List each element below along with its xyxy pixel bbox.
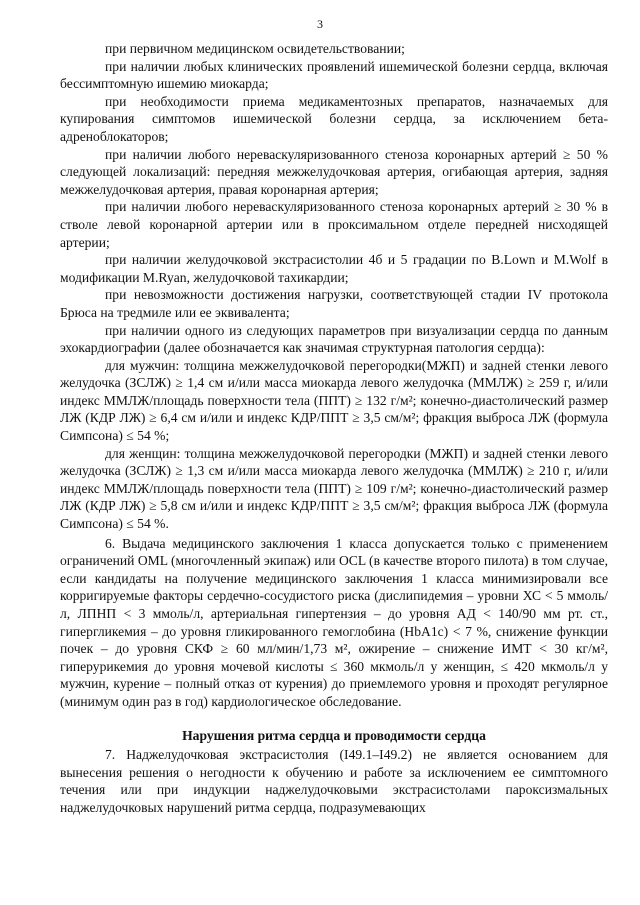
paragraph-men-criteria: для мужчин: толщина межжелудочковой перегородки(МЖП) и задней стенки левого желудочка (ЗСЛЖ) ≥ 1,4 см и/или масса миокарда левого желудочка (ММЛЖ) ≥ 259 г, и/или индекс ММЛЖ/площадь поверхности тела (ППТ) ≥ 132 г/м²; конечно-диастолический размер ЛЖ (КДР ЛЖ) ≥ 6,4 см и/или и индекс КДР/ППТ ≥ 3,5 см/м²; фракция выброса ЛЖ (формула Симпсона) ≤ 54 %; (60, 357, 608, 444)
paragraph-bruce-protocol: при невозможности достижения нагрузки, соответствующей стадии IV протокола Брюса на тредмиле или ее эквивалента; (60, 287, 608, 320)
paragraph-stenosis-50: при наличии любого нереваскуляризованного стеноза коронарных артерий ≥ 50 % следующей локализаций: передняя межжелудочковая артерия, огибающая артерия, задняя межжелудочковая артерия, правая коронарная артерия; (60, 146, 608, 197)
paragraph-stenosis-30: при наличии любого нереваскуляризованного стеноза коронарных артерий ≥ 30 % в стволе левой коронарной артерии или в проксимальном отделе передней нисходящей артерии; (60, 199, 608, 250)
paragraph-item-6: 6. Выдача медицинского заключения 1 класса допускается только с применением ограничений OML (многочленный экипаж) или OCL (в качестве второго пилота) в том случае, если кандидаты на получение медицинского заключения 1 класса минимизировали все корригируемые факторы сердечно-сосудистого риска (дислипидемия – уровни ХС < 5 ммоль/л, ЛПНП < 3 ммоль/л, артериальная гипертензия – до уровня АД < 140/90 мм рт. ст., гипергликемия – до уровня гликированного гемоглобина (HbA1c) < 7 %, снижение функции почек – до уровня СКФ ≥ 60 мл/мин/1,73 м², ожирение – снижение ИМТ < 30 кг/м², гиперурикемия до уровня мочевой кислоты ≤ 360 мкмоль/л у женщин, ≤ 420 мкмоль/л у мужчин, курение – полный отказ от курения) до приемлемого уровня и проходят регулярное (минимум один раз в год) кардиологическое обследование. (60, 535, 608, 709)
paragraph-initial-exam: при первичном медицинском освидетельствовании; (105, 41, 405, 56)
paragraph-echocardiography: при наличии одного из следующих параметров при визуализации сердца по данным эхокардиографии (далее обозначается как значимая структурная патология сердца): (60, 322, 608, 356)
document-body (60, 40, 608, 817)
paragraph-item-7: 7. Наджелудочковая экстрасистолия (I49.1–I49.2) не является основанием для вынесения решения о негодности к обучению и работе за исключением ее симптомного течения или при индукции наджелудочковыми экстрасистолами пароксизмальных наджелудочковых нарушений ритма сердца, подразумевающих (60, 747, 608, 815)
paragraph-women-criteria: для женщин: толщина межжелудочковой перегородки (МЖП) и задней стенки левого желудочка (ЗСЛЖ) ≥ 1,3 см и/или масса миокарда левого желудочка (ММЛЖ) ≥ 210 г, и/или индекс ММЛЖ/площадь поверхности тела (ППТ) ≥ 109 г/м²; конечно-диастолический размер ЛЖ (КДР ЛЖ) ≥ 5,8 см и/или и индекс КДР/ППТ ≥ 3,5 см/м²; фракция выброса ЛЖ (формула Симпсона) ≤ 54 %. (60, 445, 608, 532)
paragraph-medication: при необходимости приема медикаментозных препаратов, назначаемых для купирования симптомов ишемической болезни сердца, за исключением бета-адреноблокаторов; (60, 93, 608, 144)
paragraph-ventricular-extrasystole: при наличии желудочковой экстрасистолии 4б и 5 градации по B.Lown и M.Wolf в модификации M.Ryan, желудочковой тахикардии; (60, 252, 608, 285)
paragraph-ihd-manifestations: при наличии любых клинических проявлений ишемической болезни сердца, включая бессимптомную ишемию миокарда; (60, 58, 608, 92)
section-heading: Нарушения ритма сердца и проводимости сердца (182, 727, 486, 743)
page-number: 3 (317, 17, 323, 31)
